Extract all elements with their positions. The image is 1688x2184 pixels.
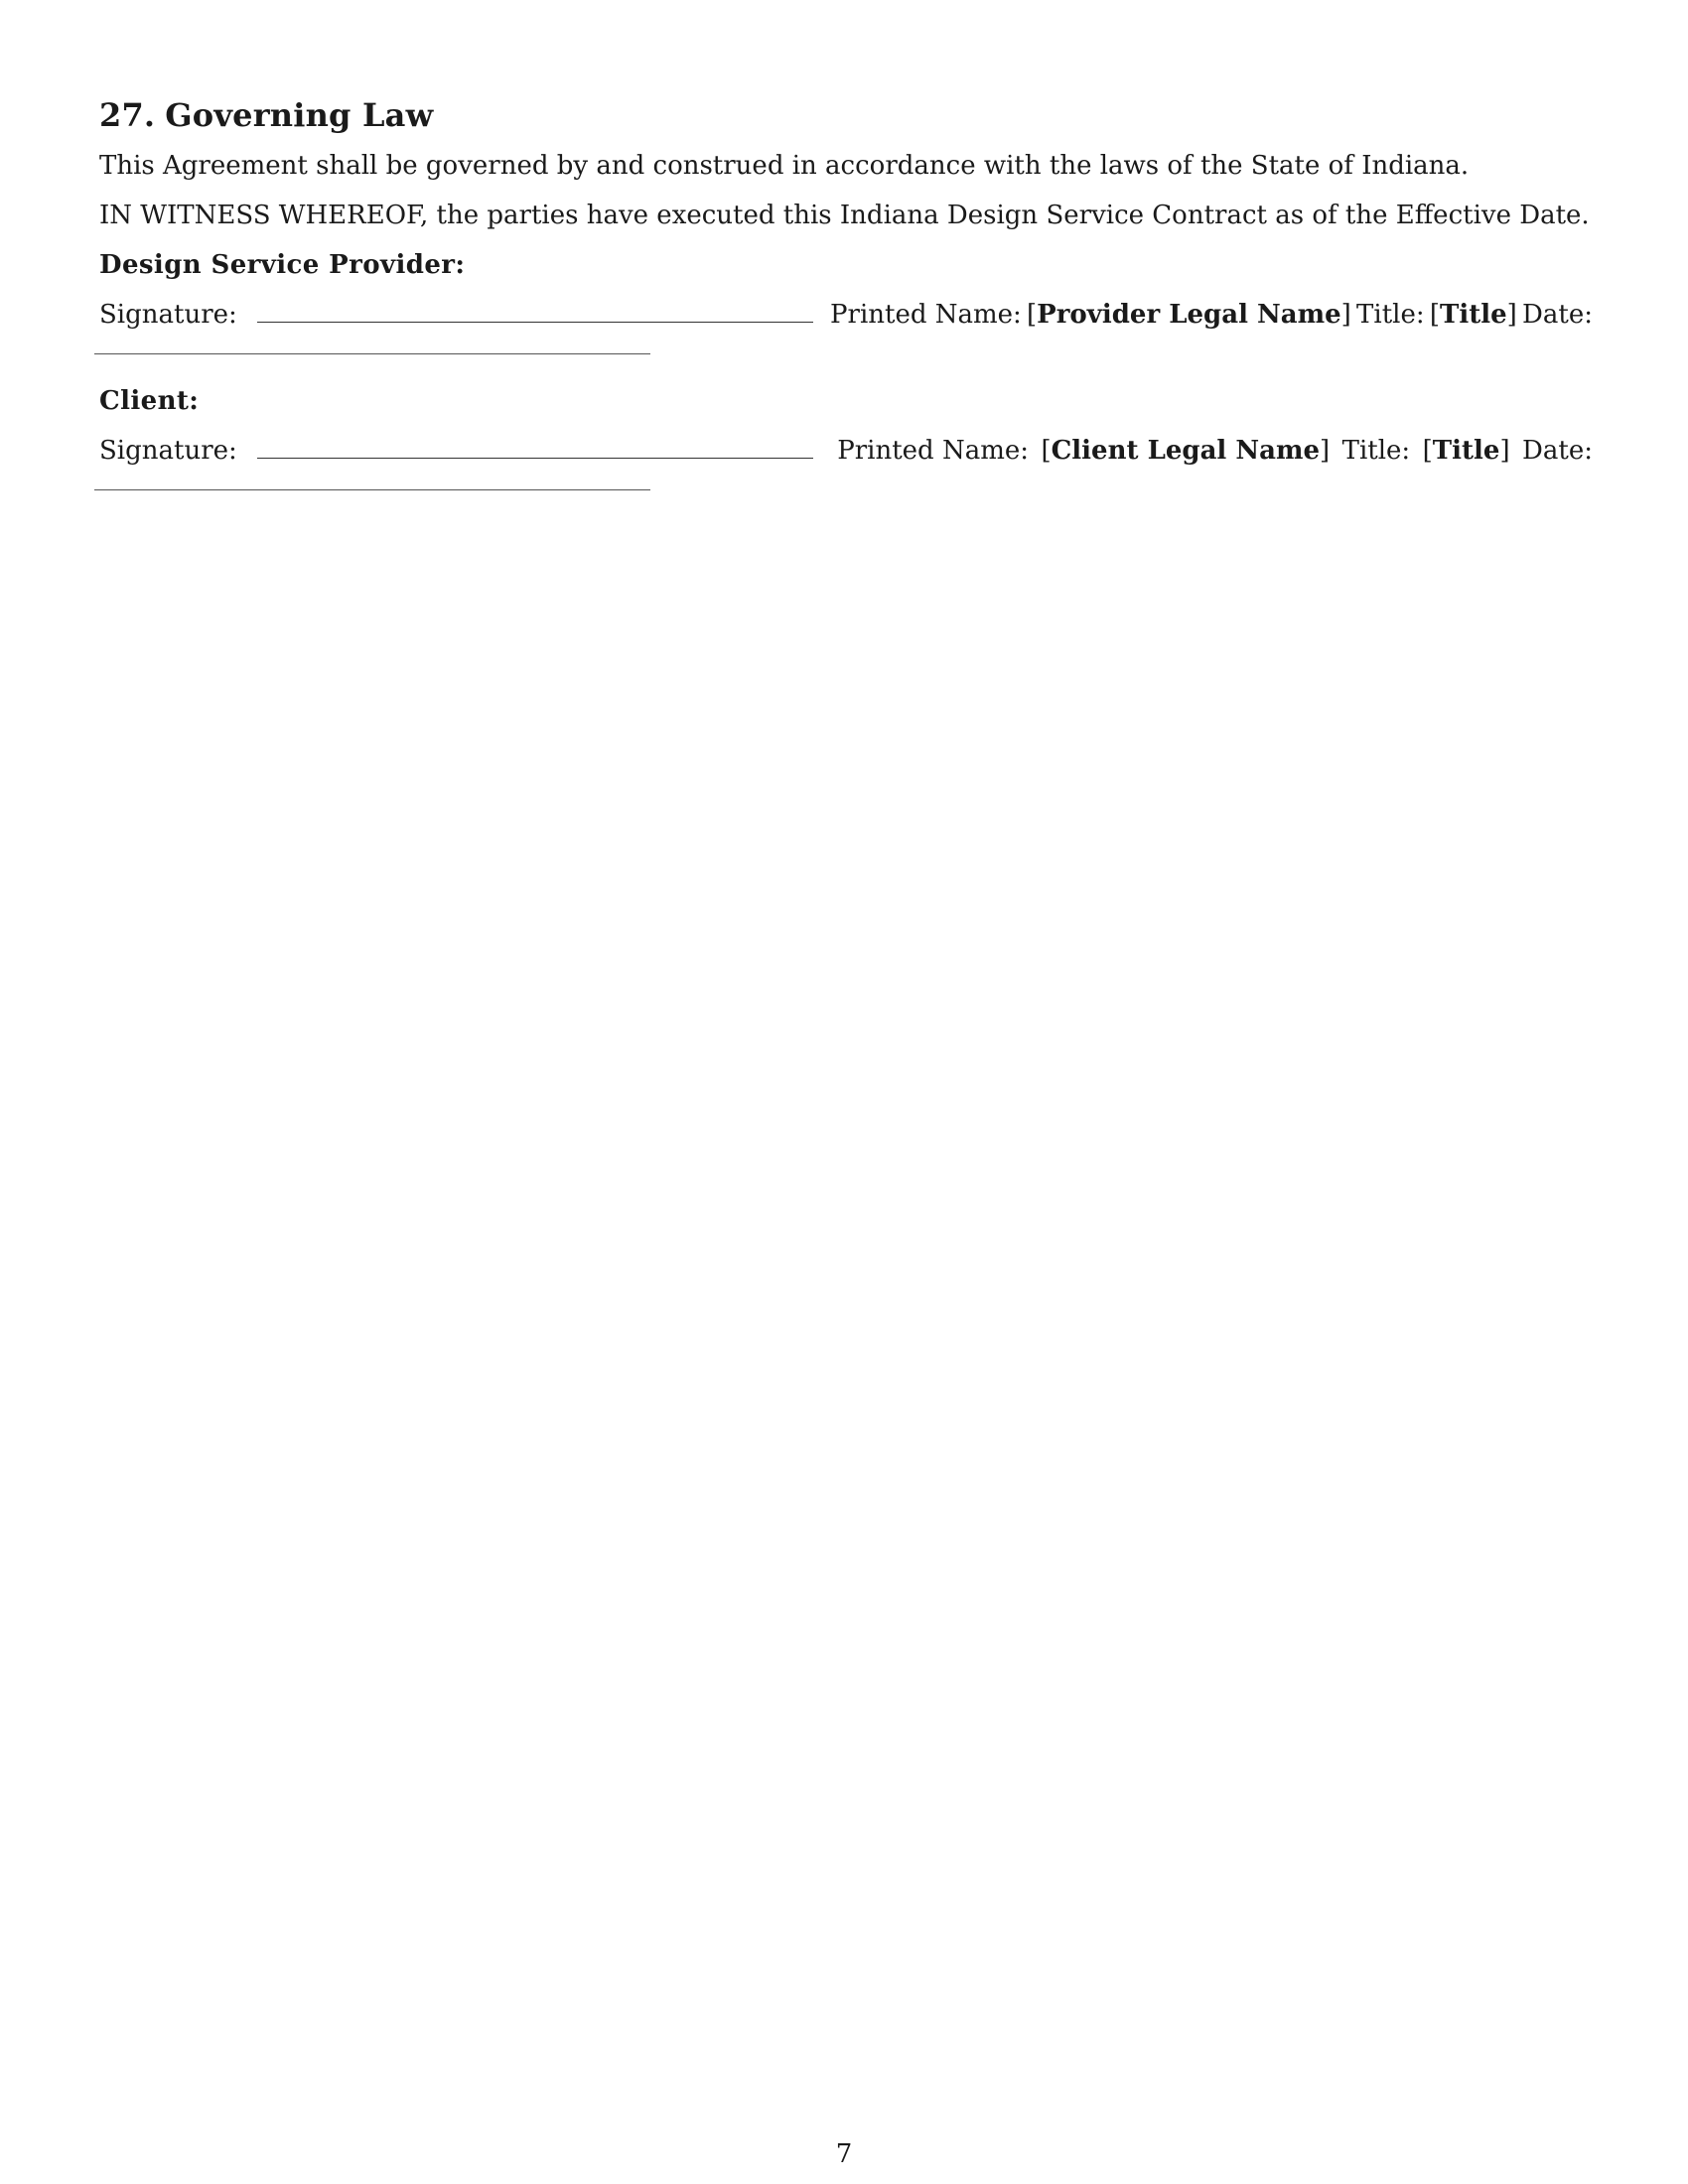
section-heading [99,89,1593,141]
provider-title-value: Title [1440,300,1507,330]
client-printed-name: [ Client Legal Name ] [1041,426,1330,476]
provider-signature-field[interactable] [257,302,813,323]
client-signature-field[interactable] [257,438,813,459]
client-signature-line [99,426,1593,476]
provider-title: [ Title ] [1430,290,1517,340]
document-page [99,89,1593,512]
witness-paragraph: IN WITNESS WHEREOF, the parties have executed this Indiana Design Service Contract as of the Effective Date. [99,201,1590,230]
client-printed-name-value: Client Legal Name [1051,436,1321,466]
provider-title-label: Title: [1356,300,1425,330]
section-title: Governing Law [165,96,434,134]
provider-signature-line [99,290,1593,340]
client-signature-label: Signature: [99,436,237,466]
client-signature-block [99,376,1593,490]
client-title-label: Title: [1341,436,1411,466]
client-title-value: Title [1432,436,1500,466]
section-number: 27. [99,96,156,134]
provider-signature-block [99,240,1593,354]
provider-printed-name-value: Provider Legal Name [1037,300,1341,330]
provider-heading: Design Service Provider: [99,250,466,280]
provider-printed-name-label: Printed Name: [830,300,1022,330]
client-printed-name-label: Printed Name: [837,436,1030,466]
page-number: 7 [835,2139,853,2169]
provider-signature-label: Signature: [99,300,237,330]
provider-date-label: Date: [1522,300,1593,330]
client-heading: Client: [99,386,200,416]
provider-date-field[interactable] [94,353,650,354]
governing-law-paragraph: This Agreement shall be governed by and construed in accordance with the laws of the State of Indiana. [99,151,1470,181]
client-date-field[interactable] [94,489,650,490]
client-title: [ Title ] [1423,426,1510,476]
provider-printed-name: [ Provider Legal Name ] [1027,290,1351,340]
client-date-label: Date: [1522,436,1593,466]
